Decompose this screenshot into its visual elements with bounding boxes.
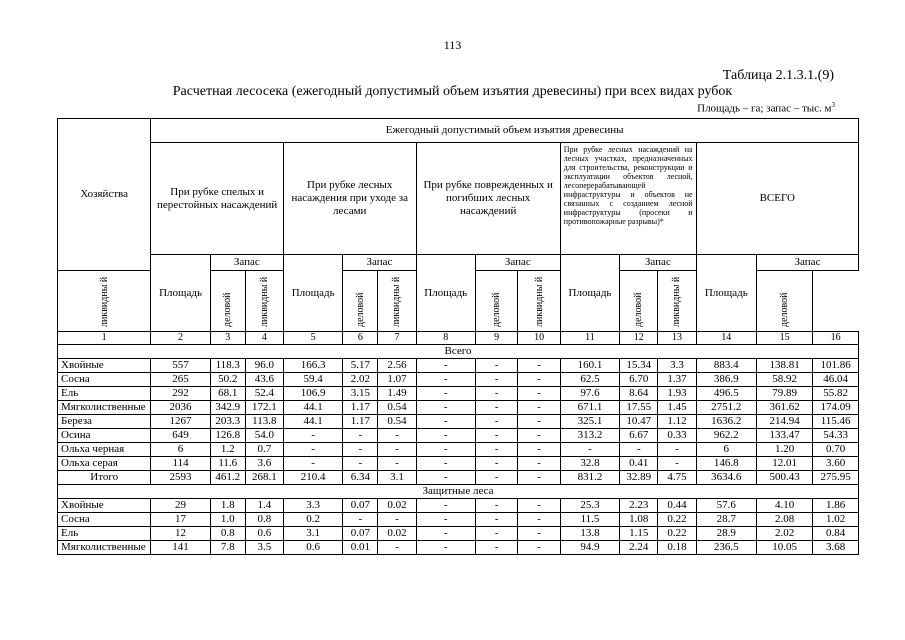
table-cell: - <box>475 401 517 415</box>
table-cell: 3.6 <box>245 457 283 471</box>
table-row <box>58 471 859 485</box>
table-cell: 58.92 <box>757 373 813 387</box>
table-cell: 133.47 <box>757 429 813 443</box>
header-business <box>210 271 245 332</box>
table-cell: 1.45 <box>658 401 696 415</box>
table-cell: 13.8 <box>560 527 619 541</box>
table-cell: 671.1 <box>560 401 619 415</box>
table-cell: 52.4 <box>245 387 283 401</box>
units-superscript: 3 <box>831 101 835 109</box>
table-cell: 236.5 <box>696 541 756 555</box>
table-cell: 2593 <box>151 471 210 485</box>
table-cell: 6.34 <box>343 471 378 485</box>
table-cell: 43.6 <box>245 373 283 387</box>
table-cell: 106.9 <box>283 387 342 401</box>
header-business <box>620 271 658 332</box>
table-cell: 0.18 <box>658 541 696 555</box>
table-cell: - <box>518 387 560 401</box>
table-cell: 831.2 <box>560 471 619 485</box>
header-group-damaged: При рубке поврежденных и погибших лесных насаждений <box>416 143 560 255</box>
column-number: 16 <box>813 332 859 345</box>
table-cell: 2751.2 <box>696 401 756 415</box>
header-liquid <box>518 271 560 332</box>
table-cell: 0.6 <box>283 541 342 555</box>
table-cell: 1.86 <box>813 499 859 513</box>
table-cell: 275.95 <box>813 471 859 485</box>
table-cell: 6.67 <box>620 429 658 443</box>
table-cell: 203.3 <box>210 415 245 429</box>
table-cell: 0.6 <box>245 527 283 541</box>
table-row <box>58 527 859 541</box>
table-cell: - <box>343 429 378 443</box>
table-cell: - <box>620 443 658 457</box>
section-row <box>58 485 859 499</box>
table-cell: 1.17 <box>343 401 378 415</box>
table-cell: 1.08 <box>620 513 658 527</box>
header-business-text: деловой <box>779 292 791 327</box>
table-cell: - <box>416 359 475 373</box>
header-stock: Запас <box>343 255 416 271</box>
table-cell: - <box>416 429 475 443</box>
table-cell: 2.56 <box>378 359 416 373</box>
table-cell: 3.1 <box>283 527 342 541</box>
table-cell: - <box>416 541 475 555</box>
section-row <box>58 345 859 359</box>
table-row <box>58 415 859 429</box>
table-cell: 10.47 <box>620 415 658 429</box>
header-business <box>475 271 517 332</box>
header-business-text: деловой <box>633 292 645 327</box>
table-cell: - <box>475 429 517 443</box>
header-business-text: деловой <box>222 292 234 327</box>
header-stock: Запас <box>757 255 859 271</box>
table-cell: 25.3 <box>560 499 619 513</box>
table-cell: - <box>378 457 416 471</box>
table-cell: 138.81 <box>757 359 813 373</box>
table-cell: 268.1 <box>245 471 283 485</box>
header-liquid-text: ликвидны й <box>98 276 110 327</box>
forest-harvest-table <box>57 118 859 555</box>
table-cell: 883.4 <box>696 359 756 373</box>
table-cell: 1.0 <box>210 513 245 527</box>
table-cell: 1.17 <box>343 415 378 429</box>
table-cell: 6 <box>696 443 756 457</box>
column-number: 1 <box>58 332 151 345</box>
table-cell: 0.07 <box>343 499 378 513</box>
header-area: Площадь <box>283 255 342 332</box>
table-cell: 97.6 <box>560 387 619 401</box>
row-label: Береза <box>58 415 151 429</box>
table-cell: 2.23 <box>620 499 658 513</box>
table-cell: 0.02 <box>378 527 416 541</box>
table-row <box>58 359 859 373</box>
table-cell: 325.1 <box>560 415 619 429</box>
units-text: Площадь – га; запас – тыс. м <box>697 102 832 115</box>
table-cell: 28.9 <box>696 527 756 541</box>
table-cell: - <box>283 443 342 457</box>
table-cell: 1.02 <box>813 513 859 527</box>
table-cell: - <box>518 527 560 541</box>
header-area: Площадь <box>151 255 210 332</box>
table-cell: 11.6 <box>210 457 245 471</box>
table-cell: 0.7 <box>245 443 283 457</box>
table-cell: - <box>475 373 517 387</box>
row-label: Хвойные <box>58 359 151 373</box>
column-number: 4 <box>245 332 283 345</box>
table-cell: - <box>416 373 475 387</box>
table-cell: 57.6 <box>696 499 756 513</box>
table-cell: 0.33 <box>658 429 696 443</box>
table-cell: 0.8 <box>210 527 245 541</box>
table-cell: 50.2 <box>210 373 245 387</box>
table-cell: - <box>658 443 696 457</box>
table-cell: - <box>416 499 475 513</box>
header-liquid-text: ликвидны й <box>533 276 545 327</box>
table-row <box>58 457 859 471</box>
table-cell: - <box>416 387 475 401</box>
table-cell: 94.9 <box>560 541 619 555</box>
header-liquid-text: ликвидны й <box>391 276 403 327</box>
header-business <box>343 271 378 332</box>
table-cell: - <box>378 443 416 457</box>
units-note <box>697 101 835 115</box>
column-number: 3 <box>210 332 245 345</box>
table-cell: 55.82 <box>813 387 859 401</box>
table-cell: 166.3 <box>283 359 342 373</box>
table-cell: 160.1 <box>560 359 619 373</box>
table-cell: 59.4 <box>283 373 342 387</box>
table-cell: 1.93 <box>658 387 696 401</box>
table-cell: 1267 <box>151 415 210 429</box>
header-stock: Запас <box>475 255 560 271</box>
table-cell: 0.84 <box>813 527 859 541</box>
header-area: Площадь <box>416 255 475 332</box>
section-title: Всего <box>58 345 859 359</box>
table-cell: - <box>518 541 560 555</box>
table-cell: 0.02 <box>378 499 416 513</box>
table-cell: 3.3 <box>283 499 342 513</box>
table-cell: 0.01 <box>343 541 378 555</box>
table-cell: 44.1 <box>283 401 342 415</box>
table-cell: 1.2 <box>210 443 245 457</box>
table-cell: 79.89 <box>757 387 813 401</box>
column-number: 11 <box>560 332 619 345</box>
table-cell: - <box>416 471 475 485</box>
table-cell: 3.68 <box>813 541 859 555</box>
header-area: Площадь <box>696 255 756 332</box>
table-cell: 5.17 <box>343 359 378 373</box>
table-cell: - <box>475 527 517 541</box>
table-cell: 1.15 <box>620 527 658 541</box>
column-number: 2 <box>151 332 210 345</box>
column-number: 10 <box>518 332 560 345</box>
table-cell: 11.5 <box>560 513 619 527</box>
table-cell: 3.3 <box>658 359 696 373</box>
table-cell: 54.0 <box>245 429 283 443</box>
table-cell: 3.5 <box>245 541 283 555</box>
table-cell: - <box>475 359 517 373</box>
table-cell: 114 <box>151 457 210 471</box>
table-cell: - <box>475 513 517 527</box>
header-liquid-text: ликвидны й <box>671 276 683 327</box>
table-cell: 54.33 <box>813 429 859 443</box>
header-group-total: ВСЕГО <box>696 143 858 255</box>
table-cell: 3.60 <box>813 457 859 471</box>
table-cell: 2.08 <box>757 513 813 527</box>
table-cell: 174.09 <box>813 401 859 415</box>
table-cell: 126.8 <box>210 429 245 443</box>
table-cell: - <box>416 415 475 429</box>
header-group-construction: При рубке лесных насаждений на лесных участках, предназначенных для строительства, реконструкции и эксплуатации объектов лесной, лесоперерабатывающей инфраструктуры и объектов не связанных с созданием лесной инфраструктуры (просеки и противопожарные разрывы)* <box>560 143 696 255</box>
table-cell: - <box>518 499 560 513</box>
table-cell: 1.12 <box>658 415 696 429</box>
table-cell: - <box>378 513 416 527</box>
header-farms: Хозяйства <box>58 119 151 271</box>
table-cell: 962.2 <box>696 429 756 443</box>
table-cell: 146.8 <box>696 457 756 471</box>
column-number: 9 <box>475 332 517 345</box>
table-cell: 4.75 <box>658 471 696 485</box>
row-label: Сосна <box>58 373 151 387</box>
table-cell: 0.70 <box>813 443 859 457</box>
table-cell: 96.0 <box>245 359 283 373</box>
table-cell: 1.37 <box>658 373 696 387</box>
header-liquid-text: ликвидны й <box>258 276 270 327</box>
table-cell: 3.1 <box>378 471 416 485</box>
column-number: 13 <box>658 332 696 345</box>
table-cell: - <box>475 471 517 485</box>
table-row <box>58 499 859 513</box>
header-liquid <box>245 271 283 332</box>
table-cell: 68.1 <box>210 387 245 401</box>
table-cell: 17 <box>151 513 210 527</box>
table-cell: 15.34 <box>620 359 658 373</box>
table-cell: 101.86 <box>813 359 859 373</box>
column-number: 12 <box>620 332 658 345</box>
table-cell: - <box>518 471 560 485</box>
table-cell: 4.10 <box>757 499 813 513</box>
table-cell: 292 <box>151 387 210 401</box>
table-cell: - <box>378 429 416 443</box>
row-label: Мягколиственные <box>58 401 151 415</box>
table-header <box>58 119 859 345</box>
table-cell: - <box>518 415 560 429</box>
table-row <box>58 513 859 527</box>
table-cell: 3.15 <box>343 387 378 401</box>
table-caption: Расчетная лесосека (ежегодный допустимый объем изъятия древесины) при всех видах рубок <box>172 84 733 99</box>
header-group-mature: При рубке спелых и перестойных насаждений <box>151 143 284 255</box>
table-cell: 313.2 <box>560 429 619 443</box>
table-cell: - <box>475 541 517 555</box>
table-cell: 32.8 <box>560 457 619 471</box>
column-number: 14 <box>696 332 756 345</box>
table-id: Таблица 2.1.3.1.(9) <box>722 68 834 83</box>
table-cell: 500.43 <box>757 471 813 485</box>
header-liquid <box>378 271 416 332</box>
table-cell: 1.8 <box>210 499 245 513</box>
header-area: Площадь <box>560 255 619 332</box>
table-cell: 2.02 <box>343 373 378 387</box>
table-cell: 1.07 <box>378 373 416 387</box>
table-cell: 0.22 <box>658 513 696 527</box>
row-label: Ольха серая <box>58 457 151 471</box>
page-number: 113 <box>443 38 462 52</box>
table-cell: 342.9 <box>210 401 245 415</box>
table-cell: 557 <box>151 359 210 373</box>
table-cell: 172.1 <box>245 401 283 415</box>
table-cell: - <box>475 443 517 457</box>
table-cell: 0.22 <box>658 527 696 541</box>
table-cell: - <box>475 415 517 429</box>
table-cell: 0.54 <box>378 401 416 415</box>
column-number-row <box>58 332 859 345</box>
table-cell: - <box>518 401 560 415</box>
table-cell: 32.89 <box>620 471 658 485</box>
table-cell: 1.49 <box>378 387 416 401</box>
row-label: Ель <box>58 527 151 541</box>
table-cell: 461.2 <box>210 471 245 485</box>
table-cell: - <box>416 443 475 457</box>
table-cell: 0.41 <box>620 457 658 471</box>
table-cell: 1.20 <box>757 443 813 457</box>
table-cell: - <box>560 443 619 457</box>
column-number: 8 <box>416 332 475 345</box>
header-liquid <box>58 271 151 332</box>
table-cell: - <box>343 457 378 471</box>
table-cell: 113.8 <box>245 415 283 429</box>
header-stock: Запас <box>210 255 283 271</box>
table-cell: 2.24 <box>620 541 658 555</box>
table-cell: 210.4 <box>283 471 342 485</box>
table-cell: - <box>343 513 378 527</box>
header-stock: Запас <box>620 255 696 271</box>
table-cell: 8.64 <box>620 387 658 401</box>
table-cell: 1.4 <box>245 499 283 513</box>
table-cell: 6.70 <box>620 373 658 387</box>
column-number: 15 <box>757 332 813 345</box>
table-cell: - <box>283 429 342 443</box>
table-cell: 118.3 <box>210 359 245 373</box>
table-cell: - <box>518 513 560 527</box>
row-label: Осина <box>58 429 151 443</box>
table-cell: - <box>416 401 475 415</box>
row-label: Ольха черная <box>58 443 151 457</box>
table-cell: 12 <box>151 527 210 541</box>
table-cell: - <box>518 443 560 457</box>
table-cell: 265 <box>151 373 210 387</box>
table-row <box>58 387 859 401</box>
table-cell: 6 <box>151 443 210 457</box>
table-row <box>58 429 859 443</box>
table-cell: 2.02 <box>757 527 813 541</box>
table-cell: 214.94 <box>757 415 813 429</box>
table-cell: 10.05 <box>757 541 813 555</box>
table-cell: 0.8 <box>245 513 283 527</box>
table-row <box>58 443 859 457</box>
row-label: Мягколиственные <box>58 541 151 555</box>
table-cell: - <box>518 359 560 373</box>
table-cell: 0.2 <box>283 513 342 527</box>
table-cell: 7.8 <box>210 541 245 555</box>
table-cell: 44.1 <box>283 415 342 429</box>
table-cell: - <box>416 513 475 527</box>
table-body <box>58 345 859 555</box>
table-row <box>58 373 859 387</box>
table-cell: - <box>416 457 475 471</box>
row-label: Итого <box>58 471 151 485</box>
table-cell: 29 <box>151 499 210 513</box>
header-business-text: деловой <box>491 292 503 327</box>
table-cell: 62.5 <box>560 373 619 387</box>
table-row <box>58 541 859 555</box>
table-cell: - <box>343 443 378 457</box>
column-number: 7 <box>378 332 416 345</box>
header-annual-volume: Ежегодный допустимый объем изъятия древесины <box>151 119 859 143</box>
section-title: Защитные леса <box>58 485 859 499</box>
table-cell: 115.46 <box>813 415 859 429</box>
table-cell: - <box>518 429 560 443</box>
table-cell: 46.04 <box>813 373 859 387</box>
table-cell: - <box>658 457 696 471</box>
table-cell: 1636.2 <box>696 415 756 429</box>
row-label: Хвойные <box>58 499 151 513</box>
row-label: Ель <box>58 387 151 401</box>
table-cell: 3634.6 <box>696 471 756 485</box>
table-cell: - <box>378 541 416 555</box>
table-cell: 141 <box>151 541 210 555</box>
table-cell: 0.44 <box>658 499 696 513</box>
header-liquid <box>658 271 696 332</box>
table-cell: 17.55 <box>620 401 658 415</box>
column-number: 5 <box>283 332 342 345</box>
table-cell: - <box>475 457 517 471</box>
table-cell: - <box>518 373 560 387</box>
row-label: Сосна <box>58 513 151 527</box>
table-cell: 28.7 <box>696 513 756 527</box>
table-cell: 649 <box>151 429 210 443</box>
table-cell: 0.07 <box>343 527 378 541</box>
table-cell: - <box>475 387 517 401</box>
table-cell: 361.62 <box>757 401 813 415</box>
table-row <box>58 401 859 415</box>
table-cell: - <box>518 457 560 471</box>
header-business <box>757 271 813 332</box>
table-cell: - <box>416 527 475 541</box>
table-cell: 496.5 <box>696 387 756 401</box>
table-cell: 2036 <box>151 401 210 415</box>
column-number: 6 <box>343 332 378 345</box>
table-cell: - <box>475 499 517 513</box>
table-cell: 0.54 <box>378 415 416 429</box>
table-cell: - <box>283 457 342 471</box>
header-business-text: деловой <box>354 292 366 327</box>
table-cell: 386.9 <box>696 373 756 387</box>
table-cell: 12.01 <box>757 457 813 471</box>
header-group-thinning: При рубке лесных насаждения при уходе за лесами <box>283 143 416 255</box>
